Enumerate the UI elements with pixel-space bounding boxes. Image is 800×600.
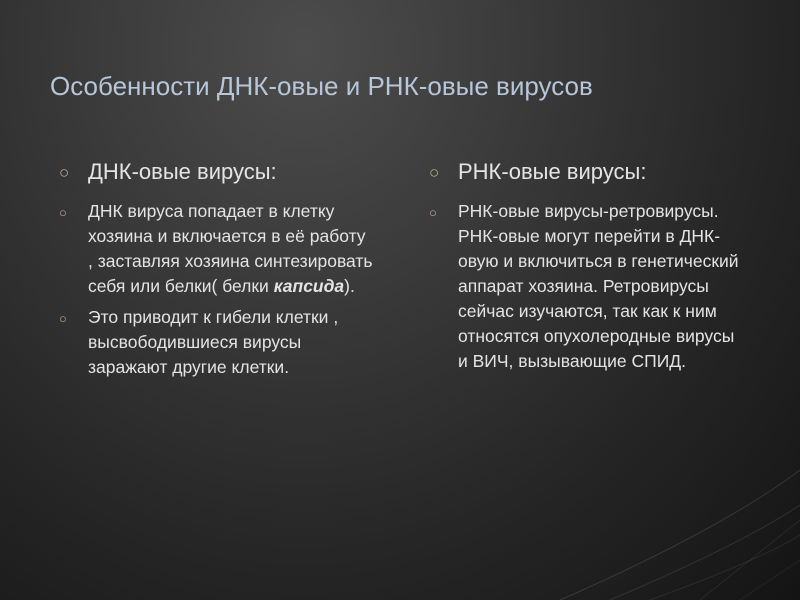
- circle-bullet-icon: ○: [429, 205, 437, 220]
- circle-bullet-icon: ○: [429, 163, 440, 182]
- left-column-heading-item: [50, 157, 375, 187]
- left-paragraph-1-end: ).: [344, 276, 355, 296]
- left-paragraph-2-text: Это приводит к гибели клетки , высвободившиеся вирусы заражают другие клетки.: [88, 307, 339, 377]
- left-paragraph-2: [50, 305, 375, 380]
- circle-bullet-icon: ○: [59, 205, 67, 220]
- left-paragraph-1: [50, 199, 375, 299]
- right-paragraph-1: [420, 199, 745, 374]
- circle-bullet-icon: ○: [59, 163, 70, 182]
- left-paragraph-1-text: ДНК вируса попадает в клетку хозяина и включается в её работу , заставляя хозяина синтезировать себя или белки( белки: [88, 201, 373, 296]
- left-column: [50, 157, 375, 386]
- right-paragraph-1-text: РНК-овые вирусы-ретровирусы. РНК-овые могут перейти в ДНК-овую и включиться в генетический аппарат хозяина. Ретровирусы сейчас изучаются, так как к ним относятся опухолеродные вирусы и ВИЧ, вызывающие СПИД.: [458, 201, 739, 371]
- right-column: [420, 157, 745, 380]
- right-column-heading: РНК-овые вирусы:: [458, 159, 647, 184]
- left-column-heading: ДНК-овые вирусы:: [88, 159, 277, 184]
- circle-bullet-icon: ○: [59, 311, 67, 326]
- right-column-heading-item: [420, 157, 745, 187]
- slide-title: Особенности ДНК-овые и РНК-овые вирусов: [50, 71, 593, 101]
- capsid-emphasis: капсида: [273, 276, 345, 296]
